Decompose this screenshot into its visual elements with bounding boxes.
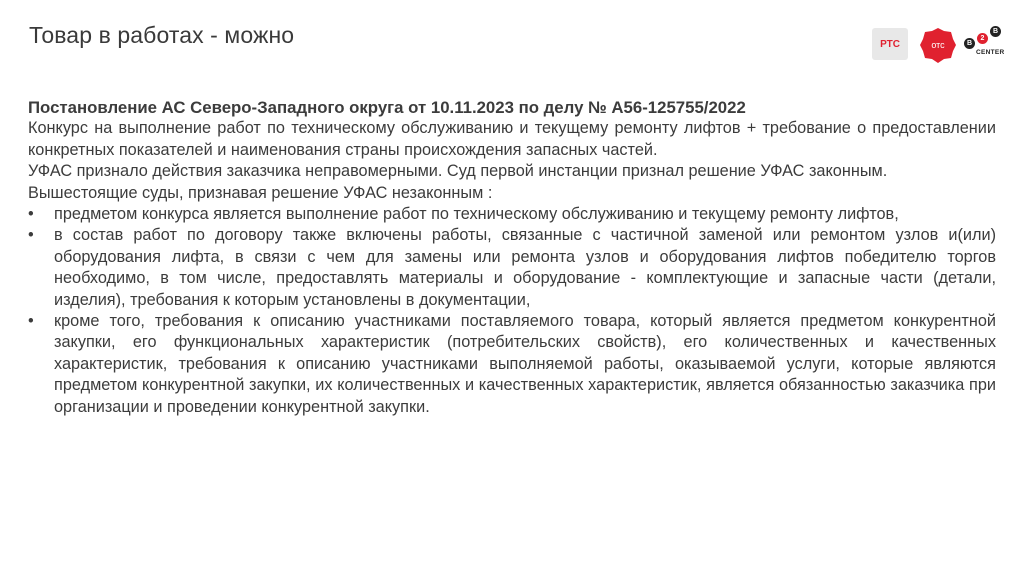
bullet-marker: • [28, 226, 34, 245]
b2b-right-circle: B [990, 26, 1001, 37]
higher-courts-intro: Вышестоящие суды, признавая решение УФАС незаконным : [28, 183, 493, 202]
ruling-heading: Постановление АС Северо-Западного округа от 10.11.2023 по делу № А56-125755/2022 [28, 98, 746, 117]
fas-position: УФАС признало действия заказчика неправомерными. Суд первой инстанции признал решение УФАС законным. [28, 162, 888, 181]
ots-logo-text: отс [931, 40, 945, 50]
b2b-left-circle: B [964, 38, 975, 49]
bullet-marker: • [28, 205, 34, 224]
b2b-center-logo [964, 24, 1008, 66]
bullet-marker: • [28, 312, 34, 331]
partner-logos [872, 28, 1012, 68]
list-item-text: кроме того, требования к описанию участниками поставляемого товара, который является предметом конкурентной закупки, его функциональных характеристик (потребительских свойств), его количественных и качественных характеристик, требования к описанию участниками выполняемой работы, оказываемой услуги, которые являются предметом конкурентной закупки, их количественных и качественных характеристик, является обязанностью заказчика при организации и проведении конкурентной закупки. [54, 312, 996, 416]
b2b-center-text: CENTER [976, 49, 1005, 56]
slide-content [28, 97, 996, 418]
b2b-mid-circle: 2 [977, 33, 988, 44]
rts-logo: РТС [872, 28, 908, 60]
slide-title: Товар в работах - можно [29, 22, 295, 48]
case-description: Конкурс на выполнение работ по техническому обслуживанию и текущему ремонту лифтов + требование о предоставлении конкретных показателей и наименования страны происхождения запасных частей. [28, 119, 996, 159]
list-item-text: предметом конкурса является выполнение работ по техническому обслуживанию и текущему ремонту лифтов, [54, 205, 899, 224]
list-item [28, 225, 996, 311]
ots-logo [919, 26, 959, 64]
list-item [28, 204, 996, 225]
list-item [28, 311, 996, 418]
list-item-text: в состав работ по договору также включены работы, связанные с частичной заменой или ремонтом узлов и(или) оборудования лифта, в связи с чем для замены или ремонта узлов и оборудования лифтов победителю торгов необходимо, в том числе, предоставлять материалы и оборудование - комплектующие и запасные части (детали, изделия), требования к которым установлены в документации, [54, 226, 996, 309]
